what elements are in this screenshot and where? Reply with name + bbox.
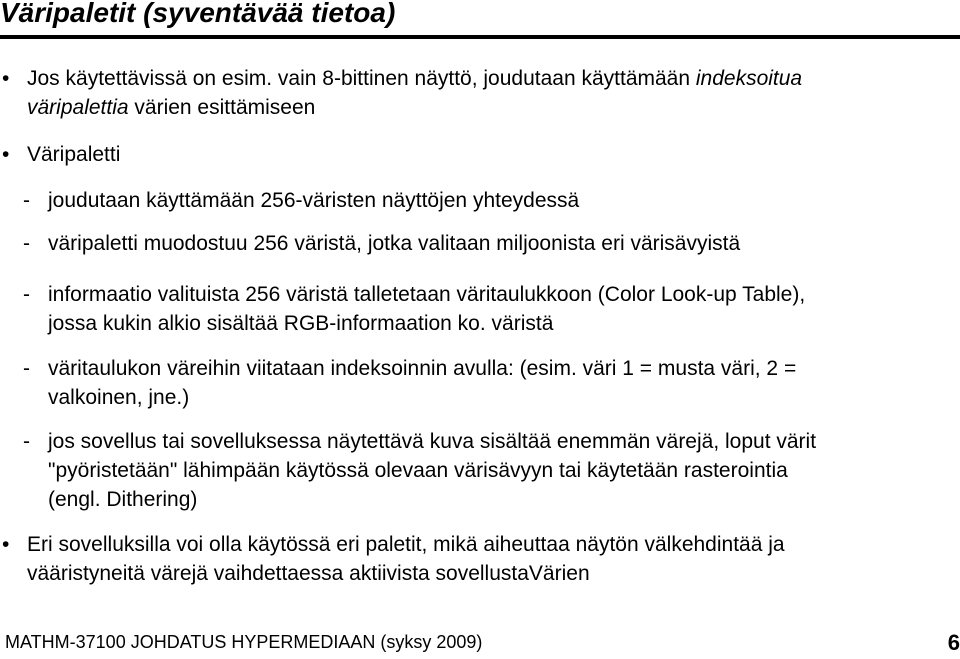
sub-item-line: valkoinen, jne.) (48, 386, 190, 409)
sub-item-line: "pyöristetään" lähimpään käytössä olevaan värisävyyn tai käytetään rasterointia (48, 459, 788, 482)
sub-item-line: joudutaan käyttämään 256-väristen näyttöjen yhteydessä (48, 189, 580, 212)
bullet-1-italic-1: indeksoitua (695, 67, 803, 90)
bullet-1-line-2 (27, 93, 802, 122)
sub-item-2 (48, 229, 740, 258)
sub-item-1 (48, 186, 579, 215)
dash-marker: - (23, 283, 30, 306)
sub-item-line: jossa kukin alkio sisältää RGB-informaation ko. väristä (48, 312, 554, 335)
sub-item-line: informaatio valituista 256 väristä talletetaan väritaulukkoon (Color Look-up Table), (48, 283, 806, 306)
sub-item-line: jos sovellus tai sovelluksessa näytettävä kuva sisältää enemmän värejä, loput värit (48, 430, 817, 453)
bullet-1-line-1 (27, 64, 802, 93)
slide-title: Väripaletit (syventävää tietoa) (0, 0, 396, 28)
bullet-2-text: Väripaletti (27, 143, 121, 166)
bullet-3-line-1: Eri sovelluksilla voi olla käytössä eri paletit, mikä aiheuttaa näytön välkehdintää ja (27, 533, 785, 556)
bullet-marker: • (2, 67, 10, 90)
bullet-1-suffix: värien esittämiseen (128, 96, 316, 119)
bullet-marker: • (2, 143, 10, 166)
dash-marker: - (23, 430, 30, 453)
bullet-marker: • (2, 533, 10, 556)
sub-item-5 (48, 427, 816, 514)
bullet-3-text (27, 530, 785, 588)
dash-marker: - (23, 189, 30, 212)
sub-item-4 (48, 354, 796, 412)
dash-marker: - (23, 357, 30, 380)
bullet-1-italic-2: väripalettia (27, 96, 129, 119)
slide-footer: MATHM-37100 JOHDATUS HYPERMEDIAAN (syksy 2009) (5, 632, 483, 652)
page-number: 6 (947, 630, 960, 655)
sub-item-line: väripaletti muodostuu 256 väristä, jotka valitaan miljoonista eri värisävyistä (48, 232, 741, 255)
title-underline (0, 35, 960, 39)
bullet-3-line-2: vääristyneitä värejä vaihdettaessa aktiivista sovellustaVärien (27, 562, 590, 585)
dash-marker: - (23, 232, 30, 255)
sub-item-3 (48, 280, 805, 338)
sub-item-line: väritaulukon väreihin viitataan indeksoinnin avulla: (esim. väri 1 = musta väri, 2 = (48, 357, 797, 380)
bullet-1-text (27, 64, 802, 122)
bullet-1-prefix: Jos käytettävissä on esim. vain 8-bittinen näyttö, joudutaan käyttämään (27, 67, 696, 90)
sub-item-line: (engl. Dithering) (48, 488, 198, 511)
